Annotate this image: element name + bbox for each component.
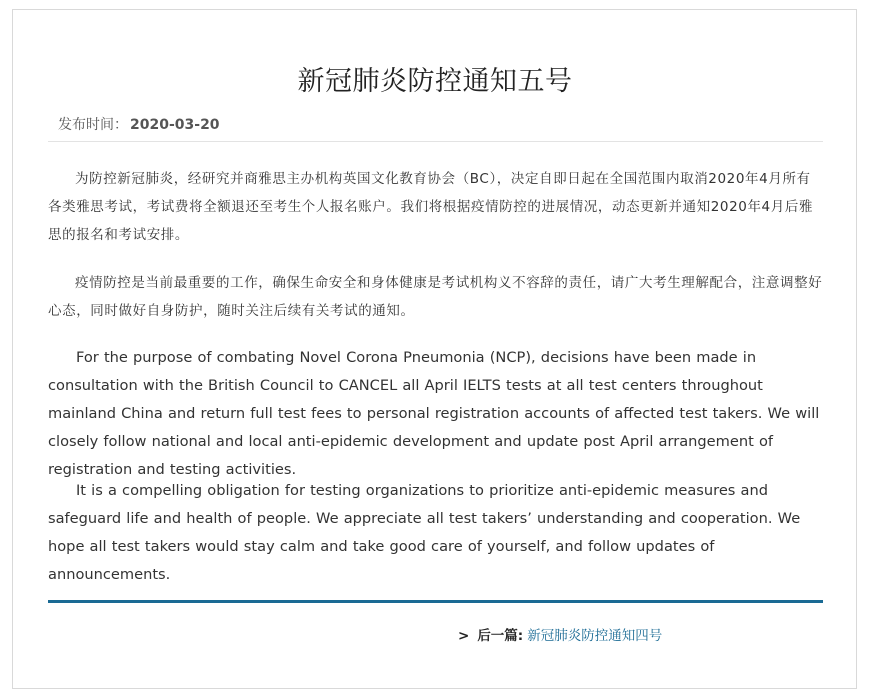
publish-label: 发布时间：	[58, 117, 128, 133]
next-article-label: 后一篇:	[477, 628, 524, 644]
publish-date: 2020-03-20	[130, 117, 220, 133]
header-divider	[48, 141, 823, 142]
chevron-right-icon: >	[458, 628, 470, 644]
footer-divider	[48, 600, 823, 603]
publish-info	[58, 115, 220, 135]
article-title: 新冠肺炎防控通知五号	[297, 66, 573, 98]
next-article-link[interactable]: 新冠肺炎防控通知四号	[527, 628, 663, 644]
paragraph-en-1: For the purpose of combating Novel Corona Pneumonia (NCP), decisions have been made in consultation with the British Council to CANCEL all April IELTS tests at all test centers throughout mainland China and return full test fees to personal registration accounts of affected test takers. We will closely follow national and local anti-epidemic development and update post April arrangement of registration and testing activities.	[48, 349, 820, 478]
paragraph-cn-1: 为防控新冠肺炎，经研究并商雅思主办机构英国文化教育协会（BC），决定自即日起在全国范围内取消2020年4月所有各类雅思考试，考试费将全额退还至考生个人报名账户。我们将根据疫情防控的进展情况，动态更新并通知2020年4月后雅思的报名和考试安排。	[48, 171, 814, 243]
paragraph-en-2: It is a compelling obligation for testing organizations to prioritize anti-epidemic measures and safeguard life and health of people. We appreciate all test takers’ understanding and cooperation. We hope all test takers would stay calm and take good care of yourself, and follow updates of announcements.	[48, 482, 801, 583]
paragraph-cn-2: 疫情防控是当前最重要的工作，确保生命安全和身体健康是考试机构义不容辞的责任，请广大考生理解配合，注意调整好心态，同时做好自身防护，随时关注后续有关考试的通知。	[48, 275, 823, 319]
next-article-nav	[458, 626, 662, 646]
